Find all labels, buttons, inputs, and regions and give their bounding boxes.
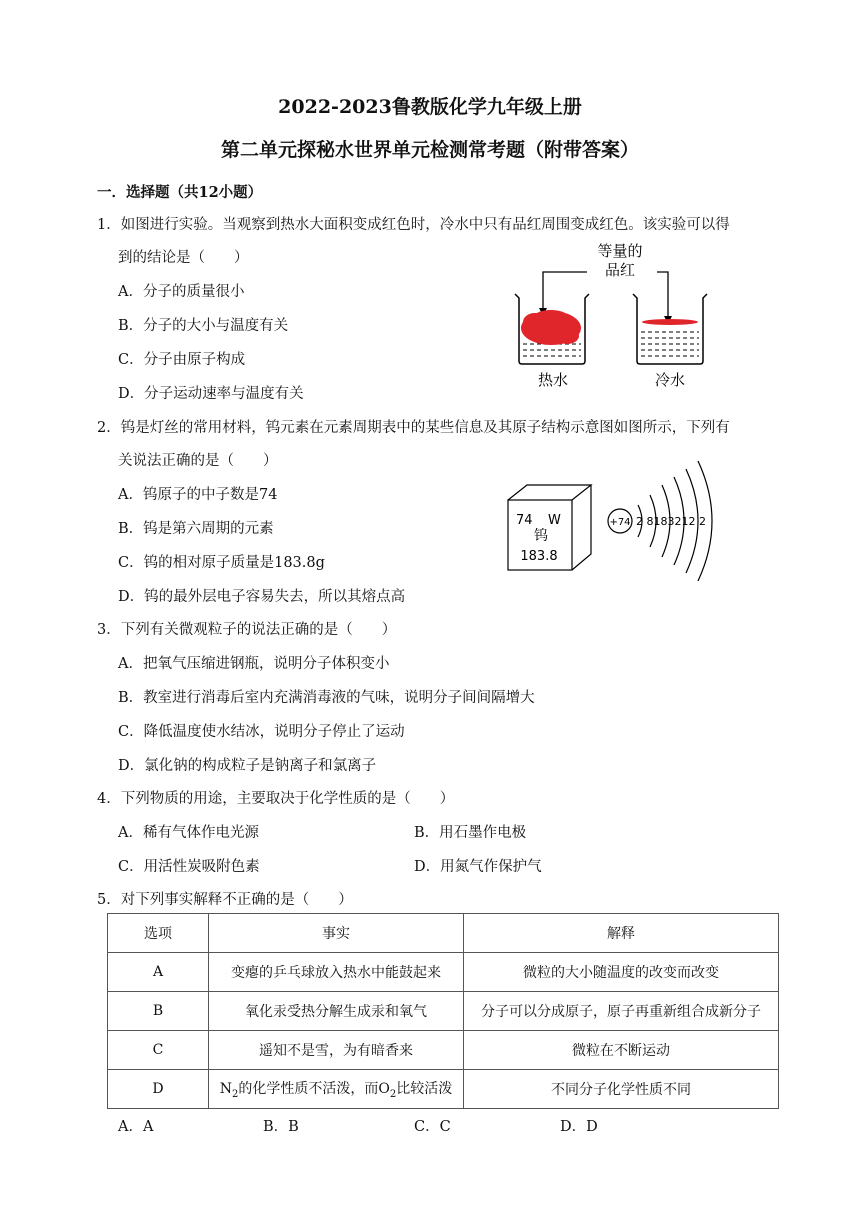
- doc-subtitle: 第二单元探秘水世界单元检测常考题（附带答案）: [220, 139, 639, 161]
- q4-option-d: D．用氮气作保护气: [414, 859, 542, 875]
- table-cell: C: [108, 1031, 209, 1070]
- table-cell: B: [108, 992, 209, 1031]
- q2-option-c: C．钨的相对原子质量是183.8g: [118, 555, 325, 571]
- table-cell: 变瘪的乒乓球放入热水中能鼓起来: [209, 953, 464, 992]
- atom-structure-diagram: [600, 455, 730, 591]
- q1-option-d: D．分子运动速率与温度有关: [118, 386, 304, 402]
- q2-option-d: D．钨的最外层电子容易失去，所以其熔点高: [118, 589, 406, 605]
- q3-option-d: D．氯化钠的构成粒子是钠离子和氯离子: [118, 758, 377, 774]
- table-cell: D: [108, 1070, 209, 1109]
- cold-water-lines: [641, 332, 699, 356]
- table-cell: 微粒在不断运动: [464, 1031, 779, 1070]
- label-hot-water: 热水: [537, 371, 569, 389]
- q3-option-b: B．教室进行消毒后室内充满消毒液的气味，说明分子间间隔增大: [118, 690, 535, 706]
- q2-option-b: B．钨是第六周期的元素: [118, 521, 274, 537]
- table-cell-formula: $N_2$的化学性质不活泼，而$O_2$比较活泼: [209, 1070, 464, 1109]
- table-row: [108, 953, 779, 992]
- table-cell: 微粒的大小随温度的改变而改变: [464, 953, 779, 992]
- electron-counts: 2 8183212 2: [636, 515, 706, 528]
- figure-label-top2: 品红: [604, 261, 636, 279]
- q1-stem-line2: 到的结论是（ ）: [118, 250, 249, 266]
- figure-label-top1: 等量的: [597, 242, 643, 260]
- doc-title: 2022-2023鲁教版化学九年级上册: [278, 96, 582, 118]
- q3-option-a: A．把氧气压缩进钢瓶，说明分子体积变小: [118, 656, 390, 672]
- table-cell: 氧化汞受热分解生成汞和氧气: [209, 992, 464, 1031]
- table-header-cell: 解释: [464, 914, 779, 953]
- q5-option-b: B．B: [263, 1119, 299, 1135]
- element-symbol: W: [548, 513, 561, 528]
- atomic-mass: 183.8: [520, 549, 558, 564]
- q1-option-a: A．分子的质量很小: [118, 284, 245, 300]
- table-cell: 遥知不是雪，为有暗香来: [209, 1031, 464, 1070]
- cold-beaker-icon: [633, 294, 707, 364]
- q4-option-b: B．用石墨作电极: [414, 825, 527, 841]
- q1-option-b: B．分子的大小与温度有关: [118, 318, 289, 334]
- q5-stem: 5．对下列事实解释不正确的是（ ）: [97, 892, 353, 908]
- table-cell: 分子可以分成原子，原子再重新组合成新分子: [464, 992, 779, 1031]
- table-cell: A: [108, 953, 209, 992]
- q5-table: [107, 913, 779, 1109]
- q3-option-c: C．降低温度使水结冰，说明分子停止了运动: [118, 724, 405, 740]
- section-heading: 一．选择题（共12小题）: [97, 184, 263, 201]
- red-dye-hot: [521, 310, 581, 345]
- table-header-cell: 事实: [209, 914, 464, 953]
- atomic-number: 74: [516, 513, 533, 528]
- q2-stem-line1: 2．钨是灯丝的常用材料，钨元素在元素周期表中的某些信息及其原子结构示意图如图所示，下列有: [97, 420, 730, 436]
- label-cold-water: 冷水: [654, 371, 686, 389]
- q3-stem: 3．下列有关微观粒子的说法正确的是（ ）: [97, 622, 397, 638]
- nucleus-charge: +74: [609, 517, 631, 528]
- q1-option-c: C．分子由原子构成: [118, 352, 246, 368]
- table-header-cell: 选项: [108, 914, 209, 953]
- red-dye-cold: [642, 319, 698, 325]
- table-row: [108, 992, 779, 1031]
- table-cell: 不同分子化学性质不同: [464, 1070, 779, 1109]
- q2-stem-line2: 关说法正确的是（ ）: [118, 453, 278, 469]
- q5-option-a: A．A: [118, 1119, 154, 1135]
- q4-option-c: C．用活性炭吸附色素: [118, 859, 260, 875]
- hot-water-lines: [523, 344, 581, 356]
- q5-option-d: D．D: [560, 1119, 598, 1135]
- tungsten-element-cube: [505, 482, 597, 574]
- q1-stem-line1: 1．如图进行实验。当观察到热水大面积变成红色时，冷水中只有品红周围变成红色。该实验可以得: [97, 217, 730, 233]
- q5-option-c: C．C: [414, 1119, 451, 1135]
- table-row: [108, 1031, 779, 1070]
- q2-option-a: A．钨原子的中子数是74: [118, 487, 278, 503]
- table-row: [108, 1070, 779, 1109]
- table-header-row: [108, 914, 779, 953]
- beaker-figure: [505, 236, 715, 394]
- element-name: 钨: [534, 528, 548, 544]
- q4-stem: 4．下列物质的用途，主要取决于化学性质的是（ ）: [97, 791, 455, 807]
- q4-option-a: A．稀有气体作电光源: [118, 825, 259, 841]
